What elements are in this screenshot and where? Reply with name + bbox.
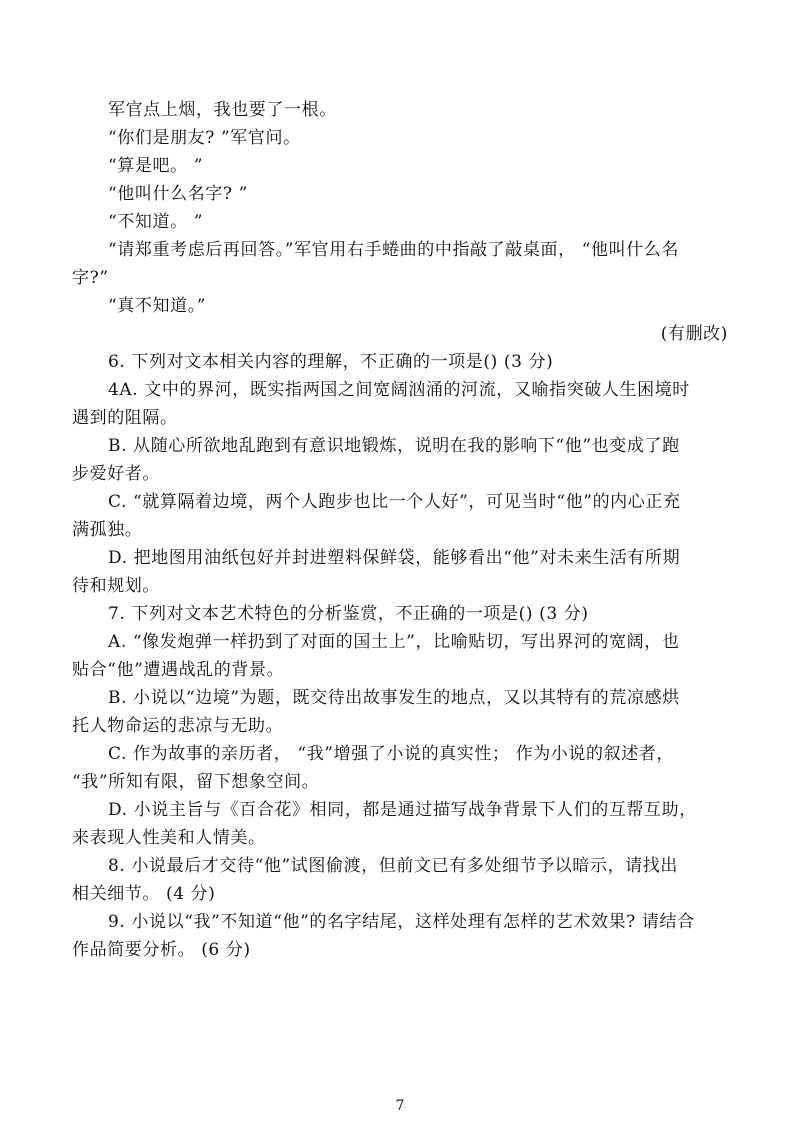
story-line: “真不知道。” [108, 296, 207, 316]
source-note: (有删改) [660, 324, 728, 344]
question-6-option-c-cont: 满孤独。 [72, 520, 143, 540]
question-7-option-a: A. “像发炮弹一样扔到了对面的国土上”，比喻贴切，写出界河的宽阔，也 [108, 632, 680, 652]
question-7-stem: 7. 下列对文本艺术特色的分析鉴赏，不正确的一项是() (3 分) [108, 604, 589, 624]
question-6-option-d-cont: 待和规划。 [72, 576, 160, 596]
question-7-option-a-cont: 贴合“他”遭遇战乱的背景。 [72, 660, 285, 680]
question-7-option-d: D. 小说主旨与《百合花》相同，都是通过描写战争背景下人们的互帮互助， [108, 800, 697, 820]
question-7-option-b-cont: 托人物命运的悲凉与无助。 [72, 716, 284, 736]
story-line: “请郑重考虑后再回答。”军官用右手蜷曲的中指敲了敲桌面， “他叫什么名 [108, 240, 679, 260]
question-6-option-a-cont: 遇到的阻隔。 [72, 408, 178, 428]
story-line: 军官点上烟，我也要了一根。 [108, 100, 337, 120]
question-7-option-c: C. 作为故事的亲历者， “我”增强了小说的真实性； 作为小说的叙述者， [108, 744, 674, 764]
question-6-option-a: 4A. 文中的界河，既实指两国之间宽阔汹涌的河流，又喻指突破人生困境时 [108, 380, 690, 400]
page-number: 7 [395, 1098, 405, 1114]
question-7-option-c-cont: “我”所知有限，留下想象空间。 [72, 772, 320, 792]
question-6-option-c: C. “就算隔着边境，两个人跑步也比一个人好”，可见当时“他”的内心正充 [108, 492, 681, 512]
question-6-option-d: D. 把地图用油纸包好并封进塑料保鲜袋，能够看出“他”对未来生活有所期 [108, 548, 681, 568]
document-body [72, 96, 728, 964]
question-7-option-d-cont: 来表现人性美和人情美。 [72, 828, 266, 848]
story-line: “算是吧。 ” [108, 156, 203, 176]
question-6-option-b-cont: 步爱好者。 [72, 464, 160, 484]
story-line: 字?” [72, 268, 109, 288]
question-9: 9. 小说以“我”不知道“他”的名字结尾，这样处理有怎样的艺术效果? 请结合 [108, 912, 695, 932]
question-6-option-b: B. 从随心所欲地乱跑到有意识地锻炼，说明在我的影响下“他”也变成了跑 [108, 436, 680, 456]
question-7-option-b: B. 小说以“边境”为题，既交待出故事发生的地点，又以其特有的荒凉感烘 [108, 688, 680, 708]
story-line: “他叫什么名字? ” [108, 184, 248, 204]
question-6-stem: 6. 下列对文本相关内容的理解，不正确的一项是() (3 分) [108, 352, 554, 372]
story-line: “不知道。 ” [108, 212, 203, 232]
question-8-cont: 相关细节。 (4 分) [72, 884, 216, 904]
question-9-cont: 作品简要分析。 (6 分) [72, 940, 251, 960]
question-8: 8. 小说最后才交待“他”试图偷渡，但前文已有多处细节予以暗示，请找出 [108, 856, 679, 876]
story-line: “你们是朋友? ”军官问。 [108, 128, 301, 148]
